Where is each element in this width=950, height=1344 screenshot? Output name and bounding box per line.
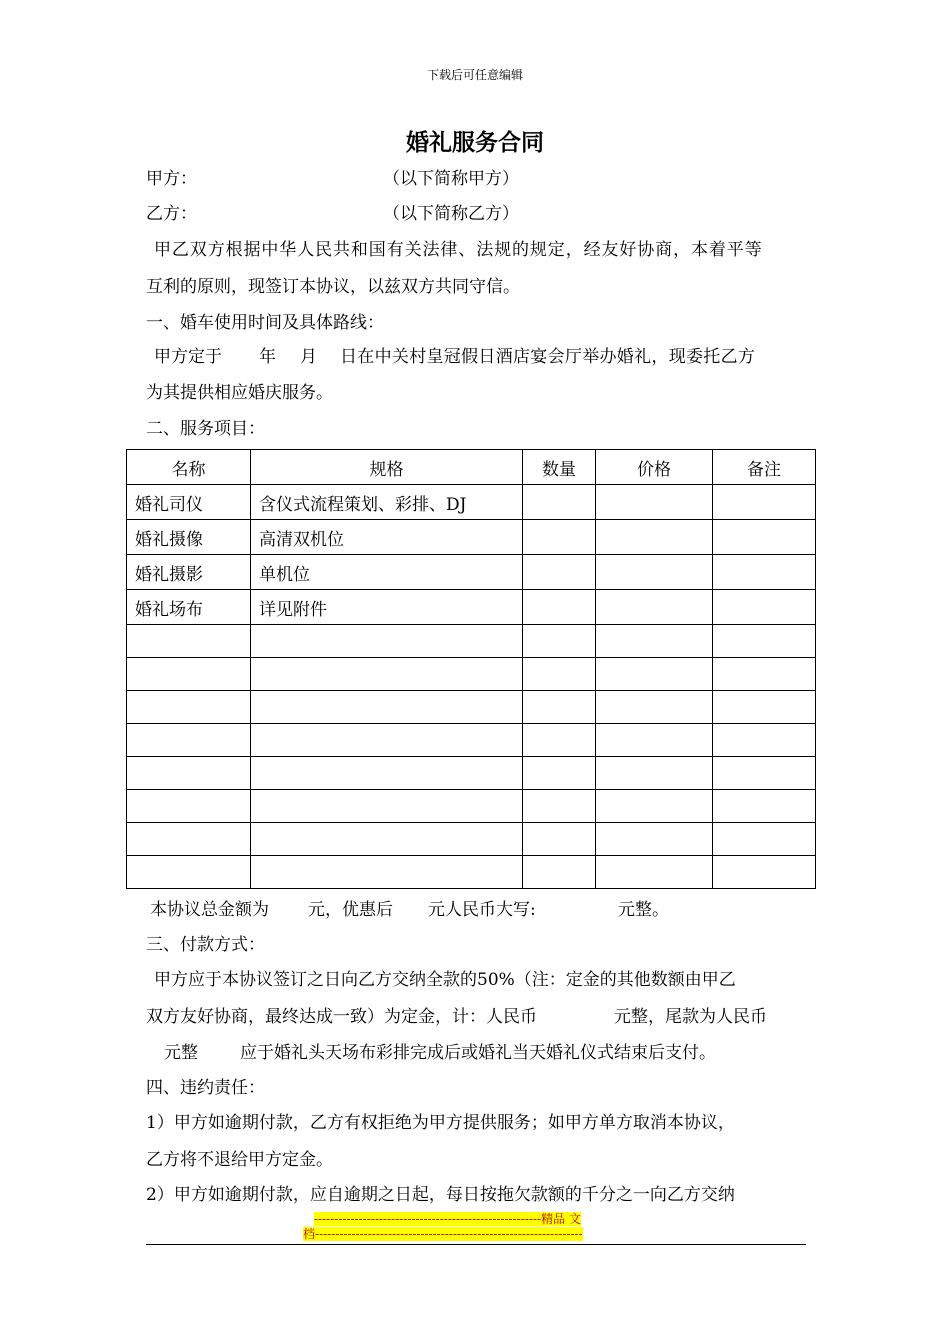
total-yuan-label: 元整。 <box>618 900 669 920</box>
table-row-empty <box>127 625 816 658</box>
intro-line-1: 甲乙双方根据中华人民共和国有关法律、法规的规定，经友好协商，本着平等 <box>154 240 763 260</box>
table-cell: 单机位 <box>251 555 523 590</box>
document-title: 婚礼服务合同 <box>406 130 544 156</box>
column-header: 数量 <box>523 450 596 485</box>
party-b-note: （以下简称乙方） <box>383 204 519 224</box>
table-cell <box>596 691 713 724</box>
party-a-note: （以下简称甲方） <box>383 169 519 189</box>
section-4-item-1-line-1: 1）甲方如逾期付款，乙方有权拒绝为甲方提供服务；如甲方单方取消本协议， <box>146 1113 735 1133</box>
table-cell <box>251 658 523 691</box>
section-2-heading: 二、服务项目： <box>146 419 265 439</box>
section-4-item-1-line-2: 乙方将不退给甲方定金。 <box>146 1150 333 1170</box>
section-1-year: 年 <box>259 347 276 367</box>
table-cell <box>523 590 596 625</box>
table-cell <box>127 856 251 889</box>
table-cell <box>523 658 596 691</box>
table-cell <box>596 724 713 757</box>
table-cell: 婚礼场布 <box>127 590 251 625</box>
intro-line-2: 互利的原则，现签订本协议，以兹双方共同守信。 <box>146 277 520 297</box>
table-cell <box>596 520 713 555</box>
footer-stamp-line-1: --------------------------------------------------------精品 文 <box>314 1212 581 1226</box>
table-cell: 婚礼司仪 <box>127 485 251 520</box>
section-1-day-text: 日在中关村皇冠假日酒店宴会厅举办婚礼，现委托乙方 <box>340 347 756 367</box>
table-cell <box>251 823 523 856</box>
table-row <box>127 555 816 590</box>
section-3-line-3b: 应于婚礼头天场布彩排完成后或婚礼当天婚礼仪式结束后支付。 <box>240 1043 716 1063</box>
table-cell <box>127 757 251 790</box>
table-row-empty <box>127 790 816 823</box>
table-cell <box>251 724 523 757</box>
table-cell <box>523 856 596 889</box>
column-header: 备注 <box>713 450 816 485</box>
table-cell <box>596 485 713 520</box>
table-cell <box>596 823 713 856</box>
table-cell <box>251 856 523 889</box>
section-1-month: 月 <box>300 347 317 367</box>
party-b-label: 乙方： <box>146 204 197 224</box>
page-header: 下载后可任意编辑 <box>426 68 523 82</box>
table-cell <box>523 823 596 856</box>
table-row-empty <box>127 757 816 790</box>
section-3-heading: 三、付款方式： <box>146 935 265 955</box>
table-cell <box>523 520 596 555</box>
column-header: 名称 <box>127 450 251 485</box>
table-cell <box>596 590 713 625</box>
table-cell <box>251 691 523 724</box>
table-cell <box>596 625 713 658</box>
table-cell <box>127 625 251 658</box>
table-row-empty <box>127 658 816 691</box>
section-1-line-2: 为其提供相应婚庆服务。 <box>146 383 333 403</box>
table-cell <box>713 757 816 790</box>
table-cell <box>523 485 596 520</box>
table-row-empty <box>127 856 816 889</box>
party-a-label: 甲方： <box>146 169 197 189</box>
table-cell <box>713 555 816 590</box>
table-row <box>127 520 816 555</box>
table-cell <box>251 625 523 658</box>
table-row <box>127 590 816 625</box>
table-cell <box>713 658 816 691</box>
service-table <box>126 449 816 889</box>
table-cell <box>713 823 816 856</box>
column-header: 价格 <box>596 450 713 485</box>
table-cell <box>127 823 251 856</box>
table-cell <box>596 658 713 691</box>
table-cell <box>127 724 251 757</box>
section-1-heading: 一、婚车使用时间及具体路线： <box>146 313 384 333</box>
table-cell <box>713 485 816 520</box>
section-4-heading: 四、违约责任： <box>146 1078 265 1098</box>
section-1-date-prefix: 甲方定于 <box>154 347 222 367</box>
table-cell <box>596 555 713 590</box>
total-discount-label: 元，优惠后 <box>308 900 393 920</box>
table-cell <box>713 724 816 757</box>
table-cell <box>713 625 816 658</box>
table-cell <box>523 555 596 590</box>
table-cell: 含仪式流程策划、彩排、DJ <box>251 485 523 520</box>
table-cell <box>251 790 523 823</box>
table-cell <box>713 691 816 724</box>
table-cell <box>596 757 713 790</box>
table-cell <box>523 757 596 790</box>
table-cell <box>127 658 251 691</box>
table-cell: 详见附件 <box>251 590 523 625</box>
table-cell: 婚礼摄影 <box>127 555 251 590</box>
table-cell <box>523 724 596 757</box>
table-cell <box>713 856 816 889</box>
table-row <box>127 485 816 520</box>
section-3-line-2a: 双方友好协商，最终达成一致）为定金，计：人民币 <box>146 1007 537 1027</box>
total-rmb-label: 元人民币大写: <box>428 900 536 920</box>
table-cell <box>523 691 596 724</box>
column-header: 规格 <box>251 450 523 485</box>
table-header-row <box>127 450 816 485</box>
table-cell <box>713 520 816 555</box>
table-row-empty <box>127 691 816 724</box>
table-cell: 婚礼摄像 <box>127 520 251 555</box>
table-cell <box>596 856 713 889</box>
section-3-line-3a: 元整 <box>164 1043 198 1063</box>
section-3-line-1: 甲方应于本协议签订之日向乙方交纳全款的50%（注：定金的其他数额由甲乙 <box>154 970 736 990</box>
footer-stamp-line-2: 档------------------------------------------------------------------ <box>303 1227 583 1241</box>
total-amount-label: 本协议总金额为 <box>150 900 269 920</box>
table-cell <box>251 757 523 790</box>
table-cell <box>523 790 596 823</box>
section-3-line-2b: 元整，尾款为人民币 <box>614 1007 767 1027</box>
footer-divider <box>146 1244 806 1245</box>
table-cell <box>523 625 596 658</box>
table-row-empty <box>127 724 816 757</box>
table-cell <box>713 790 816 823</box>
section-4-item-2: 2）甲方如逾期付款，应自逾期之日起，每日按拖欠款额的千分之一向乙方交纳 <box>146 1185 735 1205</box>
table-cell <box>713 590 816 625</box>
table-cell: 高清双机位 <box>251 520 523 555</box>
table-cell <box>127 691 251 724</box>
table-cell <box>127 790 251 823</box>
table-row-empty <box>127 823 816 856</box>
table-cell <box>596 790 713 823</box>
